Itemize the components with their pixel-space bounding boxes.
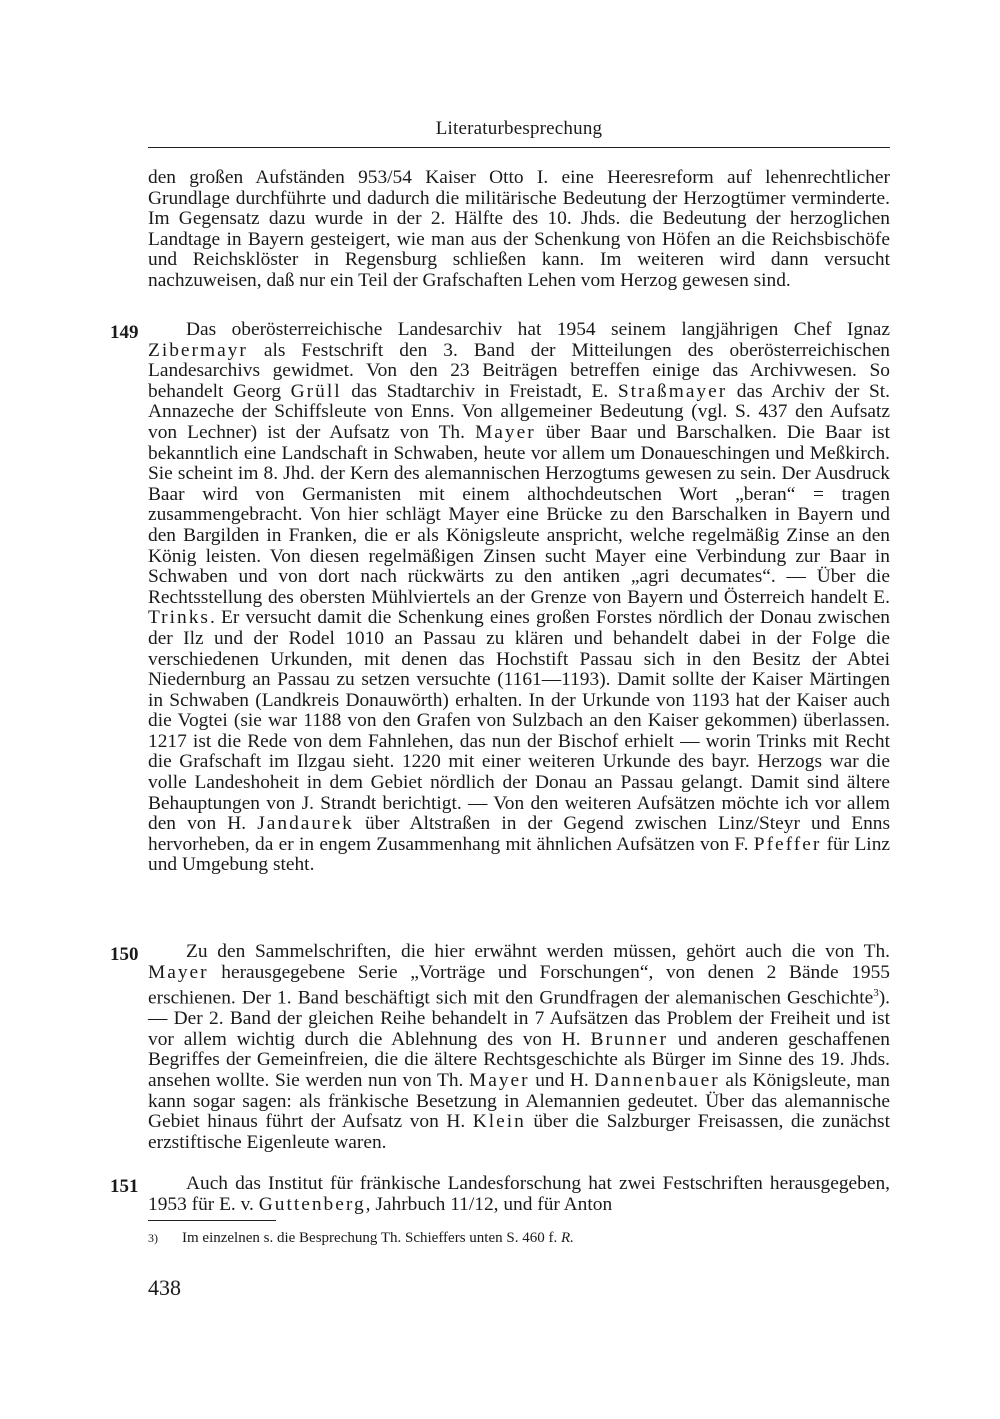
- author-name: Mayer: [469, 1070, 530, 1092]
- text-run: . Er versucht damit die Schenkung eines großen Forstes nördlich der Donau zwischen der Ilz und der Rodel 1010 an Passau zu klären und behandelt dabei in der Folge die verschiedenen Urkunden, mit denen das Hochstift Passau sich in den Besitz der Abtei Niedernburg an Passau zu setzen versuchte (1161—1193). Damit sollte der Kaiser Märtingen in Schwaben (Landkreis Donauwörth) erhalten. In der Urkunde von 1193 hat der Kaiser auch die Vogtei (sie war 1188 von den Grafen von Sulzbach an den Kaiser gekommen) überlassen. 1217 ist die Rede von dem Fahnlehen, das nun der Bischof erhielt — worin Trinks mit Recht die Grafschaft im Ilzgau sieht. 1220 mit einer weiteren Urkunde des bayr. Herzogs war die volle Landeshoheit in dem Gebiet nördlich der Donau an Passau gelangt. Damit sind ältere Behauptungen von J. Strandt berichtigt. — Von den weiteren Aufsätzen möchte ich vor allem den von H.: [148, 607, 890, 835]
- author-name: Mayer: [475, 421, 536, 443]
- text-run: herausgegebene Serie „Vorträge und Forschungen“, von denen 2 Bände 1955 erschienen. Der 1. Band beschäftigt sich mit den Grundfragen der alemanischen Geschichte: [148, 961, 890, 1009]
- paragraph-149: [148, 320, 890, 876]
- text-run: über Altstraßen in der Gegend zwischen Linz/Steyr und Enns hervorheben, da er in engem Zusammenhang mit ähnlichen Aufsätzen von F.: [148, 813, 891, 855]
- paragraph-continued: den großen Aufständen 953/54 Kaiser Otto I. eine Heeresreform auf lehenrechtlicher Grundlage durchführte und dadurch die militärische Bedeutung der Herzogtümer verminderte. Im Gegensatz dazu wurde in der 2. Hälfte des 10. Jhds. die Bedeutung der herzoglichen Landtage in Bayern gesteigert, wie man aus der Schenkung von Höfen an die Reichsbischöfe und Reichsklöster in Regensburg schließen kann. Im weiteren wird dann versucht nachzuweisen, daß nur ein Teil der Grafschaften Lehen vom Herzog gewesen sind.: [148, 167, 890, 291]
- text-run: das Archiv der St. Annazeche der Schiffsleute von Enns. Von allgemeiner Bedeutung (vgl. S. 437 den Aufsatz von Lechner) ist der Aufsatz von Th.: [148, 380, 890, 443]
- text-run: Auch das Institut für fränkische Landesforschung hat zwei Festschriften herausgegeben, 1953 für E. v.: [148, 1173, 890, 1215]
- paragraph-151: [148, 1174, 890, 1215]
- text-run: als Festschrift den 3. Band der Mitteilungen des oberösterreichischen Landesarchivs gewidmet. Von den 23 Beiträgen betreffen einige das Archivwesen. So behandelt Georg: [148, 339, 890, 402]
- text-run: Zu den Sammelschriften, die hier erwähnt werden müssen, gehört auch die von Th.: [186, 941, 890, 962]
- text-run: ). — Der 2. Band der gleichen Reihe behandelt in 7 Aufsätzen das Problem der Freiheit und ist vor allem wichtig durch die Ablehnung des von H.: [148, 987, 890, 1050]
- author-name: Trinks: [148, 607, 210, 629]
- author-name: Klein: [472, 1111, 526, 1133]
- author-name: Straßmayer: [617, 380, 728, 402]
- paragraph-number-150: 150: [110, 944, 139, 965]
- text-run: Das oberösterreichische Landesarchiv hat 1954 seinem langjährigen Chef Ignaz: [186, 319, 890, 340]
- footnote-rule: [148, 1220, 276, 1221]
- text-run: über Baar und Barschalken. Die Baar ist bekanntlich eine Landschaft in Schwaben, heute vor allem um Donaueschingen und Meßkirch. Sie scheint im 8. Jhd. der Kern des alemannischen Herzogtums gewesen zu sein. Der Ausdruck Baar wird von Germanisten mit einem althochdeutschen Wort „beran“ = tragen zusammengebracht. Von hier schlägt Mayer eine Brücke zu den Barschalken in Bayern und den Bargilden in Franken, die er als Königsleute anspricht, welche regelmäßig Zinse an den König leisten. Von diesen regelmäßigen Zinsen sucht Mayer eine Verbindung zur Baar in Schwaben und von dort nach rückwärts zu den antiken „agri decumates“. — Über die Rechtsstellung des obersten Mühlviertels an der Grenze von Bayern und Österreich handelt E.: [148, 421, 890, 608]
- author-name: Guttenberg: [258, 1193, 366, 1215]
- text-run: als Königsleute, man kann sogar sagen: als fränkische Besetzung in Alemannien gedeutet. Über das alemannische Gebiet hinaus führt der Aufsatz von H.: [148, 1070, 890, 1133]
- author-name: Pfeffer: [753, 833, 822, 855]
- paragraph-number-149: 149: [110, 322, 139, 343]
- text-run: über die Salzburger Freisassen, die zunächst erzstiftische Eigenleute waren.: [148, 1111, 890, 1153]
- text-run: und anderen geschaffenen Begriffes der Gemeinfreien, die die ältere Rechtsgeschichte als Bürger im Sinne des 19. Jhds. ansehen wollte. Sie werden nun von Th.: [148, 1028, 891, 1092]
- text-run: das Stadtarchiv in Freistadt, E.: [341, 380, 618, 402]
- paragraph-150: [148, 942, 890, 1153]
- author-name: Grüll: [290, 380, 342, 402]
- author-name: Brunner: [590, 1028, 669, 1050]
- text-run: und H.: [529, 1070, 595, 1092]
- page-number: 438: [148, 1275, 181, 1300]
- footnote-reference[interactable]: 3: [873, 987, 879, 1000]
- header-rule: [148, 147, 890, 148]
- author-name: Mayer: [148, 961, 209, 983]
- paragraph-number-151: 151: [110, 1176, 139, 1197]
- author-name: Dannenbauer: [594, 1070, 720, 1092]
- author-name: Jandaurek: [257, 813, 354, 835]
- running-header: Literaturbesprechung: [435, 118, 603, 139]
- footnote-mark: 3): [148, 1231, 158, 1245]
- footnote-text: Im einzelnen s. die Besprechung Th. Schieffers unten S. 460 f.: [182, 1230, 561, 1246]
- text-run: für Linz und Umgebung steht.: [148, 833, 890, 876]
- footnote: [148, 1228, 890, 1248]
- footnote-initial: R.: [560, 1230, 574, 1246]
- author-name: Zibermayr: [148, 339, 248, 361]
- text-run: , Jahrbuch 11/12, und für Anton: [365, 1193, 613, 1215]
